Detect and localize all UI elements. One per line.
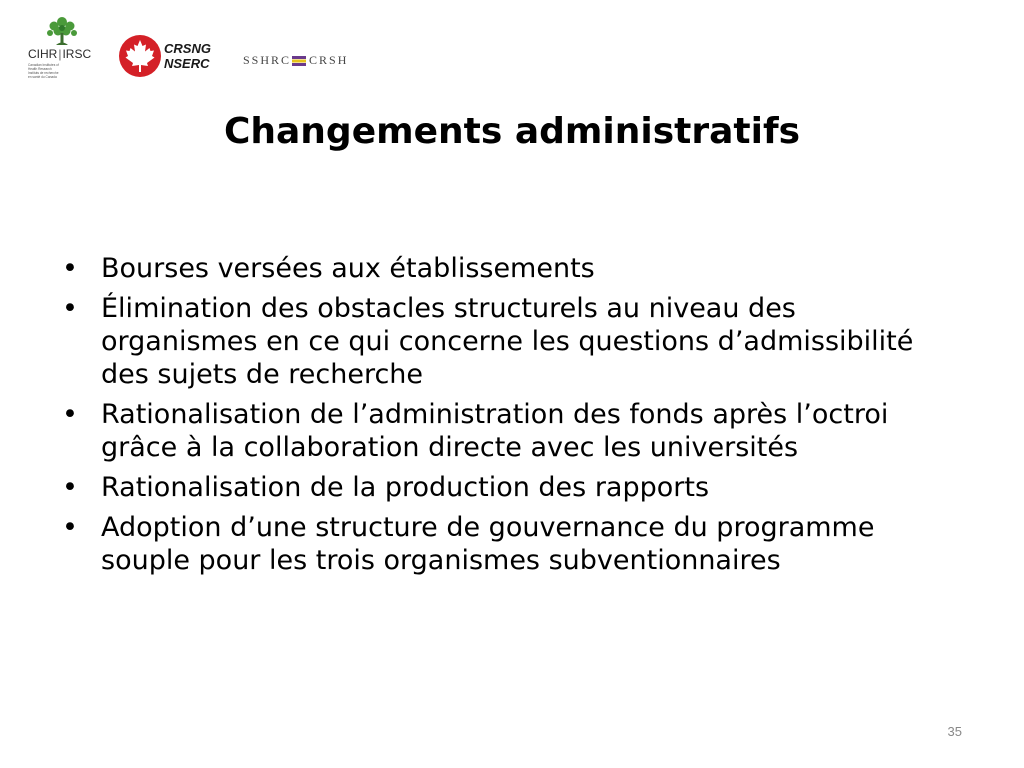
sshrc-label: SSHRC — [243, 53, 292, 67]
bullet-text: Adoption d’une structure de gouvernance du programme souple pour les trois organismes subventionnaires — [101, 512, 875, 576]
cihr-tree-icon — [44, 16, 80, 46]
bullet-item — [62, 511, 942, 577]
bullet-marker: • — [62, 293, 78, 324]
slide-title: Changements administratifs — [223, 111, 801, 152]
bullet-text: Rationalisation de l’administration des fonds après l’octroi grâce à la collaboration directe avec les universités — [101, 399, 889, 463]
nserc-label: NSERC — [164, 56, 210, 71]
crsng-nserc-logo — [118, 34, 228, 80]
crsh-label: CRSH — [309, 53, 349, 67]
sshrc-equals-icon — [292, 56, 306, 66]
bullet-item — [62, 292, 942, 391]
crsng-nserc-wordmark — [164, 41, 211, 71]
maple-leaf-icon — [118, 34, 162, 78]
partner-logos — [0, 0, 400, 100]
cihr-fine-print-line: Canadian Institutes of — [28, 63, 59, 67]
bullet-text: Rationalisation de la production des rapports — [101, 472, 710, 503]
crsng-label: CRSNG — [164, 41, 211, 56]
bullet-item — [62, 252, 942, 285]
bullet-text: Élimination des obstacles structurels au niveau des organismes en ce qui concerne les questions d’admissibilité des sujets de recherche — [101, 293, 914, 390]
page-number: 35 — [947, 724, 962, 739]
cihr-fine-print — [28, 63, 108, 79]
cihr-irsc-logo — [20, 16, 104, 78]
cihr-fine-print-line: Instituts de recherche — [28, 71, 59, 75]
bullet-marker: • — [62, 399, 78, 430]
bullet-list — [62, 252, 942, 584]
sshrc-crsh-logo — [243, 53, 348, 68]
cihr-wordmark: CIHR|IRSC — [28, 47, 92, 61]
cihr-fine-print-line: en santé du Canada — [28, 75, 57, 79]
bullet-item — [62, 398, 942, 464]
cihr-fine-print-line: Health Research — [28, 67, 52, 71]
bullet-marker: • — [62, 253, 78, 284]
cihr-acronym-en: CIHR — [28, 47, 58, 61]
bullet-text: Bourses versées aux établissements — [101, 253, 595, 284]
bullet-marker: • — [62, 512, 78, 543]
cihr-acronym-fr: IRSC — [62, 47, 92, 61]
bullet-item — [62, 471, 942, 504]
bullet-marker: • — [62, 472, 78, 503]
